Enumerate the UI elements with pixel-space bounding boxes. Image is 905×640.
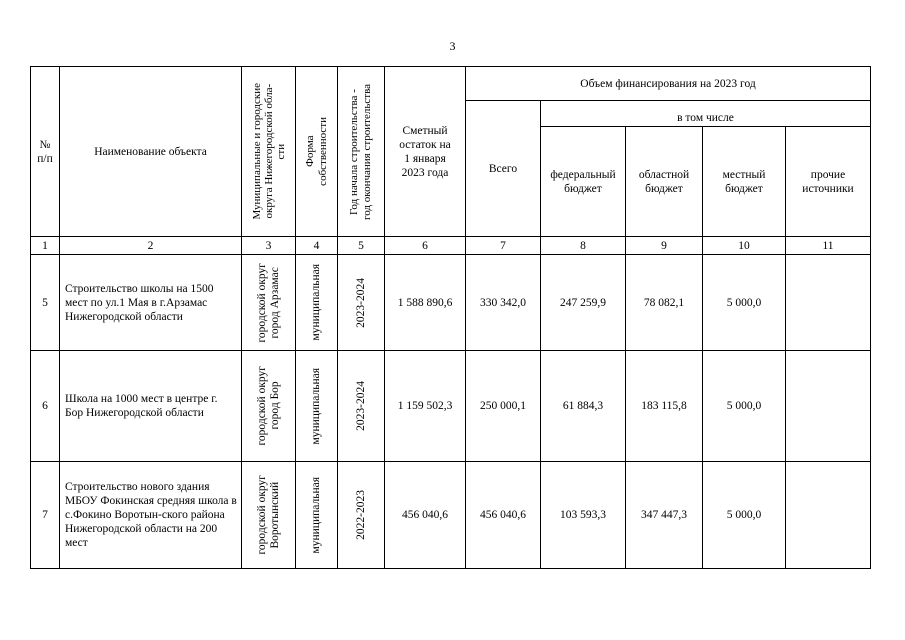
years-cell: 2023-2024	[338, 351, 385, 462]
header-num: № п/п	[31, 67, 60, 237]
local-cell: 5 000,0	[703, 255, 786, 351]
federal-cell: 61 884,3	[541, 351, 626, 462]
municipality-cell: городской округ город Арзамас	[242, 255, 296, 351]
municipality-cell: городской округ город Бор	[242, 351, 296, 462]
column-number: 3	[242, 237, 296, 255]
years-cell: 2023-2024	[338, 255, 385, 351]
table-row	[31, 351, 871, 462]
column-number: 4	[296, 237, 338, 255]
other-cell	[786, 462, 871, 569]
row-num: 5	[31, 255, 60, 351]
years-cell: 2022-2023	[338, 462, 385, 569]
object-name: Строительство нового здания МБОУ Фокинская средняя школа в с.Фокино Воротын-ского района Нижегородской области на 200 мест	[60, 462, 242, 569]
header-federal: федеральный бюджет	[541, 127, 626, 237]
table-row	[31, 462, 871, 569]
federal-cell: 103 593,3	[541, 462, 626, 569]
regional-cell: 78 082,1	[626, 255, 703, 351]
header-regional: областной бюджет	[626, 127, 703, 237]
table-row	[31, 255, 871, 351]
header-other: прочие источники	[786, 127, 871, 237]
object-name: Школа на 1000 мест в центре г. Бор Нижегородской области	[60, 351, 242, 462]
column-number: 10	[703, 237, 786, 255]
other-cell	[786, 255, 871, 351]
local-cell: 5 000,0	[703, 351, 786, 462]
header-estimate: Сметный остаток на 1 января 2023 года	[385, 67, 466, 237]
header-including: в том числе	[541, 101, 871, 127]
total-cell: 330 342,0	[466, 255, 541, 351]
header-years: Год начала строительства - год окончания строительства	[338, 67, 385, 237]
column-number: 1	[31, 237, 60, 255]
header-municipality: Муниципальные и городские округа Нижегородской обла- сти	[242, 67, 296, 237]
regional-cell: 183 115,8	[626, 351, 703, 462]
total-cell: 250 000,1	[466, 351, 541, 462]
column-number: 2	[60, 237, 242, 255]
estimate-cell: 456 040,6	[385, 462, 466, 569]
header-name: Наименование объекта	[60, 67, 242, 237]
header-local: местный бюджет	[703, 127, 786, 237]
regional-cell: 347 447,3	[626, 462, 703, 569]
header-funding: Объем финансирования на 2023 год	[466, 67, 871, 101]
object-name: Строительство школы на 1500 мест по ул.1 Мая в г.Арзамас Нижегородской области	[60, 255, 242, 351]
financing-table	[30, 66, 871, 569]
header-ownership: Форма собственности	[296, 67, 338, 237]
ownership-cell: муниципальная	[296, 462, 338, 569]
estimate-cell: 1 159 502,3	[385, 351, 466, 462]
other-cell	[786, 351, 871, 462]
local-cell: 5 000,0	[703, 462, 786, 569]
column-number: 6	[385, 237, 466, 255]
row-num: 6	[31, 351, 60, 462]
estimate-cell: 1 588 890,6	[385, 255, 466, 351]
column-number: 5	[338, 237, 385, 255]
federal-cell: 247 259,9	[541, 255, 626, 351]
ownership-cell: муниципальная	[296, 351, 338, 462]
total-cell: 456 040,6	[466, 462, 541, 569]
page-number: 3	[449, 39, 456, 53]
header-total: Всего	[466, 101, 541, 237]
column-number: 9	[626, 237, 703, 255]
column-number-row	[31, 237, 871, 255]
column-number: 11	[786, 237, 871, 255]
municipality-cell: городской округ Воротынский	[242, 462, 296, 569]
column-number: 8	[541, 237, 626, 255]
row-num: 7	[31, 462, 60, 569]
column-number: 7	[466, 237, 541, 255]
ownership-cell: муниципальная	[296, 255, 338, 351]
